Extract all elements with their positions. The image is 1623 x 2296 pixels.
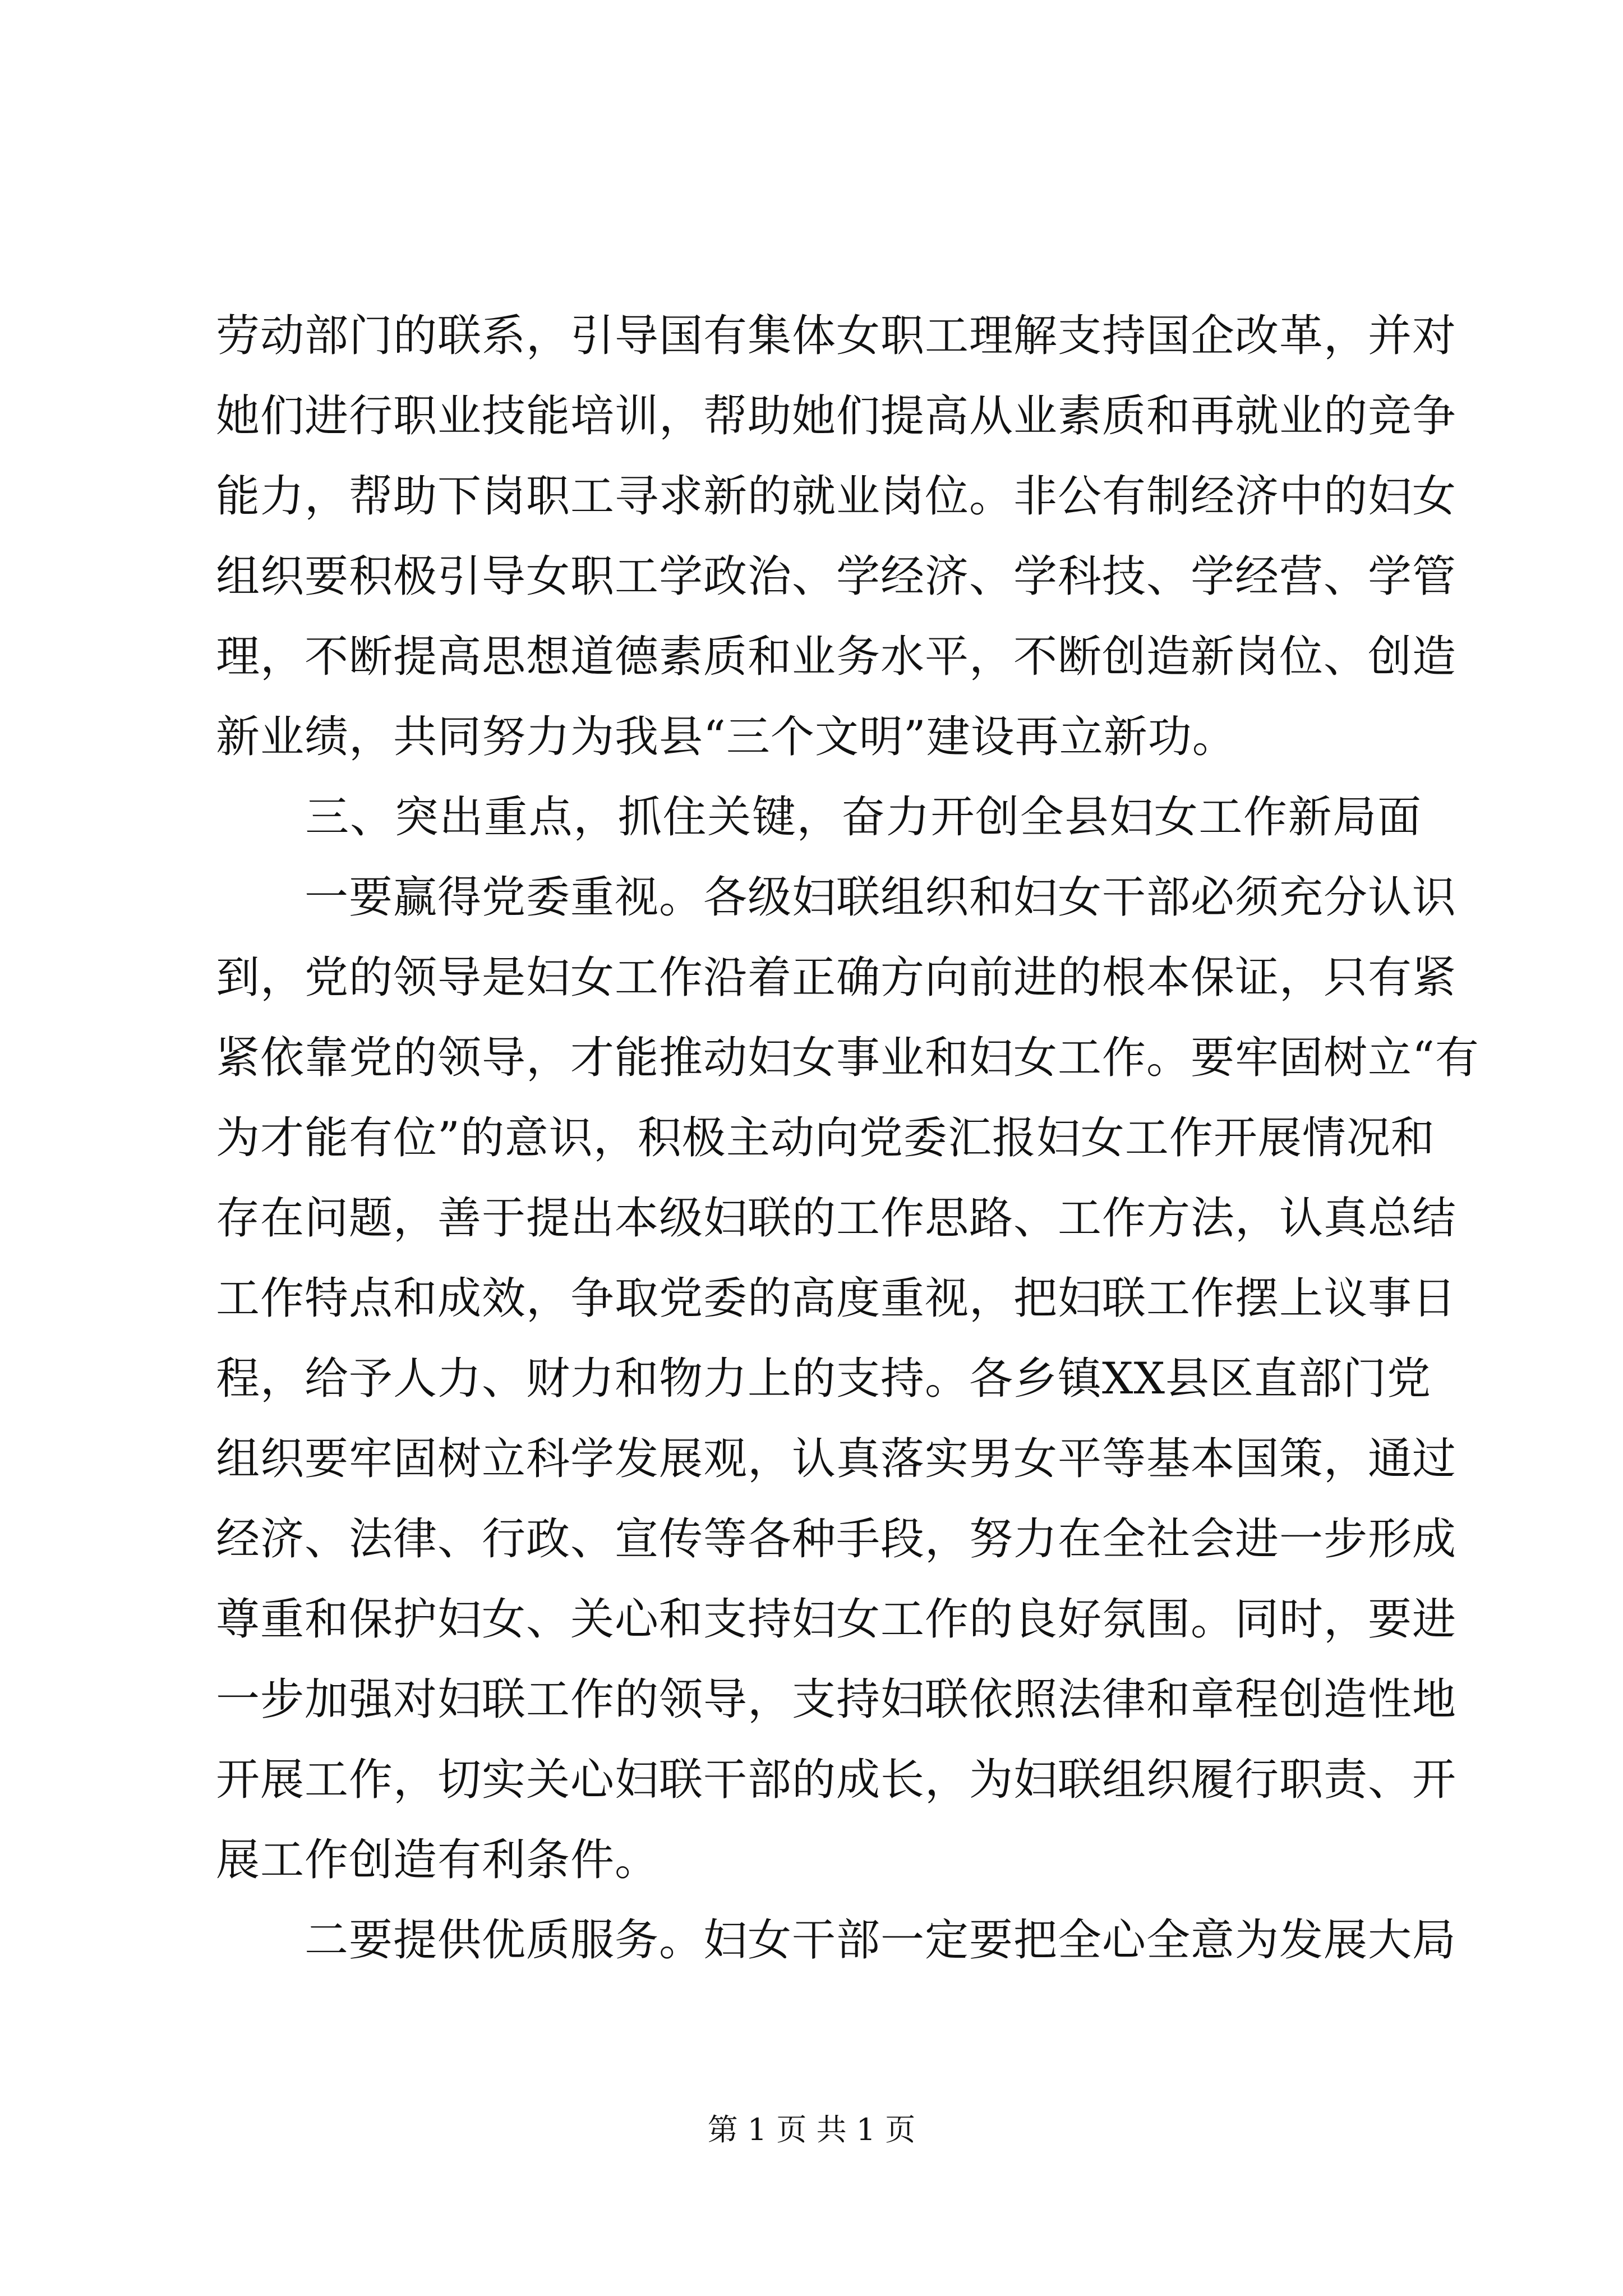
text-line: 二要提供优质服务。妇女干部一定要把全心全意为发展大局 [216,1915,1457,1966]
text-line: 理，不断提高思想道德素质和业务水平，不断创造新岗位、创造 [216,632,1457,682]
text-line: 存在问题，善于提出本级妇联的工作思路、工作方法，认真总结 [216,1193,1457,1244]
text-line: 一步加强对妇联工作的领导，支持妇联依照法律和章程创造性地 [216,1674,1457,1725]
text-line: 为才能有位”的意识，积极主动向党委汇报妇女工作开展情况和 [216,1113,1435,1163]
text-line: 尊重和保护妇女、关心和支持妇女工作的良好氛围。同时，要进 [216,1594,1457,1645]
text-line: 她们进行职业技能培训，帮助她们提高从业素质和再就业的竞争 [216,391,1457,441]
page-footer [0,2110,1623,2150]
text-line: 组织要积极引导女职工学政治、学经济、学科技、学经营、学管 [216,551,1457,602]
text-line: 一要赢得党委重视。各级妇联组织和妇女干部必须充分认识 [216,872,1457,923]
page-number: 第 1 页 共 1 页 [707,2112,916,2147]
text-line: 组织要牢固树立科学发展观，认真落实男女平等基本国策，通过 [216,1434,1457,1484]
text-line: 紧依靠党的领导，才能推动妇女事业和妇女工作。要牢固树立“有 [216,1033,1479,1083]
text-line: 工作特点和成效，争取党委的高度重视，把妇联工作摆上议事日 [216,1273,1457,1324]
text-line: 经济、法律、行政、宣传等各种手段，努力在全社会进一步形成 [216,1514,1457,1565]
text-line: 能力，帮助下岗职工寻求新的就业岗位。非公有制经济中的妇女 [216,471,1457,522]
text-line: 到，党的领导是妇女工作沿着正确方向前进的根本保证，只有紧 [216,953,1457,1003]
text-line: 程，给予人力、财力和物力上的支持。各乡镇XX县区直部门党 [216,1354,1432,1404]
text-line: 劳动部门的联系，引导国有集体女职工理解支持国企改革，并对 [216,311,1457,361]
section-heading: 三、突出重点，抓住关键，奋力开创全县妇女工作新局面 [216,792,1422,843]
text-line: 开展工作，切实关心妇联干部的成长，为妇联组织履行职责、开 [216,1755,1457,1805]
text-line: 新业绩，共同努力为我县“三个文明”建设再立新功。 [216,712,1237,762]
body-text [216,296,1479,1981]
text-line: 展工作创造有利条件。 [216,1835,660,1885]
